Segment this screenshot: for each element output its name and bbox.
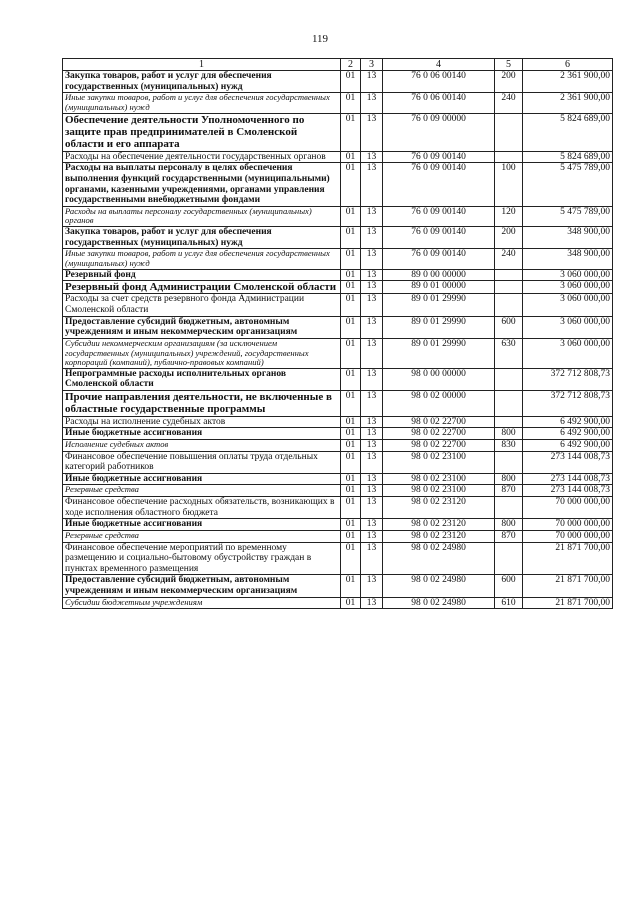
row-expense-type-cell: 830 [495, 439, 523, 451]
table-row [63, 206, 613, 226]
row-target-article-cell: 76 0 09 00140 [383, 151, 495, 163]
row-name-cell: Резервный фонд Администрации Смоленской области [63, 281, 341, 294]
row-section-cell: 01 [341, 391, 361, 417]
table-row [63, 428, 613, 440]
row-amount-cell: 372 712 808,73 [523, 391, 613, 417]
row-name-cell: Иные бюджетные ассигнования [63, 519, 341, 531]
row-name-cell: Расходы на исполнение судебных актов [63, 416, 341, 428]
row-target-article-cell: 98 0 02 23120 [383, 519, 495, 531]
row-name-cell: Иные закупки товаров, работ и услуг для обеспечения государственных (муниципальных) нужд [63, 93, 341, 113]
row-section-cell: 01 [341, 439, 361, 451]
row-expense-type-cell: 600 [495, 316, 523, 338]
header-col-1: 1 [63, 59, 341, 71]
row-target-article-cell: 76 0 06 00140 [383, 93, 495, 113]
row-subsection-cell: 13 [361, 338, 383, 368]
row-section-cell: 01 [341, 269, 361, 281]
row-subsection-cell: 13 [361, 163, 383, 207]
row-name-cell: Прочие направления деятельности, не включенные в областные государственные программы [63, 391, 341, 417]
row-name-cell: Иные бюджетные ассигнования [63, 428, 341, 440]
row-name-cell: Расходы на выплаты персоналу в целях обеспечения выполнения функций государственными (муниципальными) органами, казенными учреждениями, органами управления государственными внебюджетными фондами [63, 163, 341, 207]
row-target-article-cell: 89 0 01 29990 [383, 294, 495, 316]
row-target-article-cell: 89 0 01 29990 [383, 316, 495, 338]
header-col-3: 3 [361, 59, 383, 71]
row-expense-type-cell: 200 [495, 227, 523, 249]
row-expense-type-cell: 800 [495, 519, 523, 531]
table-row [63, 391, 613, 417]
row-subsection-cell: 13 [361, 113, 383, 151]
row-expense-type-cell [495, 391, 523, 417]
row-expense-type-cell: 870 [495, 485, 523, 497]
row-section-cell: 01 [341, 485, 361, 497]
row-subsection-cell: 13 [361, 519, 383, 531]
table-row [63, 316, 613, 338]
row-expense-type-cell: 200 [495, 71, 523, 93]
row-subsection-cell: 13 [361, 597, 383, 609]
row-name-cell: Расходы на выплаты персоналу государственных (муниципальных) органов [63, 206, 341, 226]
row-expense-type-cell [495, 281, 523, 294]
table-row [63, 294, 613, 316]
row-subsection-cell: 13 [361, 281, 383, 294]
table-row [63, 227, 613, 249]
row-amount-cell: 273 144 008,73 [523, 473, 613, 485]
row-target-article-cell: 76 0 09 00000 [383, 113, 495, 151]
row-amount-cell: 6 492 900,00 [523, 416, 613, 428]
row-section-cell: 01 [341, 338, 361, 368]
row-expense-type-cell: 240 [495, 93, 523, 113]
row-section-cell: 01 [341, 316, 361, 338]
row-subsection-cell: 13 [361, 71, 383, 93]
row-target-article-cell: 89 0 01 00000 [383, 281, 495, 294]
row-section-cell: 01 [341, 519, 361, 531]
row-section-cell: 01 [341, 368, 361, 390]
row-section-cell: 01 [341, 227, 361, 249]
row-target-article-cell: 76 0 09 00140 [383, 227, 495, 249]
row-target-article-cell: 98 0 02 24980 [383, 542, 495, 575]
table-row [63, 113, 613, 151]
row-amount-cell: 5 475 789,00 [523, 206, 613, 226]
row-section-cell: 01 [341, 416, 361, 428]
row-subsection-cell: 13 [361, 249, 383, 269]
row-target-article-cell: 98 0 02 23100 [383, 473, 495, 485]
header-col-2: 2 [341, 59, 361, 71]
row-subsection-cell: 13 [361, 542, 383, 575]
row-amount-cell: 2 361 900,00 [523, 71, 613, 93]
row-section-cell: 01 [341, 473, 361, 485]
row-section-cell: 01 [341, 575, 361, 597]
row-section-cell: 01 [341, 530, 361, 542]
table-row [63, 485, 613, 497]
row-section-cell: 01 [341, 249, 361, 269]
row-section-cell: 01 [341, 93, 361, 113]
row-amount-cell: 348 900,00 [523, 249, 613, 269]
row-amount-cell: 348 900,00 [523, 227, 613, 249]
page-number: 119 [311, 33, 329, 45]
table-row [63, 416, 613, 428]
row-name-cell: Резервные средства [63, 530, 341, 542]
row-expense-type-cell [495, 368, 523, 390]
row-name-cell: Финансовое обеспечение расходных обязательств, возникающих в ходе исполнения областного бюджета [63, 497, 341, 519]
row-amount-cell: 70 000 000,00 [523, 497, 613, 519]
table-row [63, 473, 613, 485]
table-row [63, 93, 613, 113]
row-target-article-cell: 98 0 02 22700 [383, 428, 495, 440]
row-target-article-cell: 98 0 00 00000 [383, 368, 495, 390]
row-expense-type-cell [495, 497, 523, 519]
row-target-article-cell: 98 0 02 23120 [383, 497, 495, 519]
row-name-cell: Иные закупки товаров, работ и услуг для обеспечения государственных (муниципальных) нужд [63, 249, 341, 269]
row-name-cell: Субсидии бюджетным учреждениям [63, 597, 341, 609]
row-target-article-cell: 76 0 09 00140 [383, 249, 495, 269]
row-subsection-cell: 13 [361, 416, 383, 428]
row-expense-type-cell [495, 113, 523, 151]
row-name-cell: Резервные средства [63, 485, 341, 497]
row-subsection-cell: 13 [361, 294, 383, 316]
row-section-cell: 01 [341, 597, 361, 609]
row-target-article-cell: 98 0 02 23100 [383, 485, 495, 497]
row-target-article-cell: 89 0 00 00000 [383, 269, 495, 281]
row-amount-cell: 3 060 000,00 [523, 269, 613, 281]
row-subsection-cell: 13 [361, 473, 383, 485]
row-subsection-cell: 13 [361, 93, 383, 113]
table-row [63, 597, 613, 609]
header-col-6: 6 [523, 59, 613, 71]
row-subsection-cell: 13 [361, 206, 383, 226]
row-amount-cell: 21 871 700,00 [523, 597, 613, 609]
row-expense-type-cell: 630 [495, 338, 523, 368]
row-amount-cell: 3 060 000,00 [523, 316, 613, 338]
table-row [63, 249, 613, 269]
header-col-4: 4 [383, 59, 495, 71]
table-row [63, 71, 613, 93]
row-amount-cell: 6 492 900,00 [523, 439, 613, 451]
row-expense-type-cell [495, 151, 523, 163]
row-expense-type-cell [495, 542, 523, 575]
row-subsection-cell: 13 [361, 227, 383, 249]
table-row [63, 338, 613, 368]
row-target-article-cell: 98 0 02 22700 [383, 439, 495, 451]
row-amount-cell: 5 475 789,00 [523, 163, 613, 207]
row-target-article-cell: 98 0 02 24980 [383, 597, 495, 609]
row-expense-type-cell [495, 416, 523, 428]
row-section-cell: 01 [341, 294, 361, 316]
row-subsection-cell: 13 [361, 530, 383, 542]
row-expense-type-cell: 800 [495, 428, 523, 440]
row-amount-cell: 273 144 008,73 [523, 485, 613, 497]
row-section-cell: 01 [341, 497, 361, 519]
row-section-cell: 01 [341, 451, 361, 473]
row-name-cell: Финансовое обеспечение повышения оплаты труда отдельных категорий работников [63, 451, 341, 473]
table-row [63, 497, 613, 519]
header-col-5: 5 [495, 59, 523, 71]
row-amount-cell: 273 144 008,73 [523, 451, 613, 473]
row-amount-cell: 21 871 700,00 [523, 542, 613, 575]
row-section-cell: 01 [341, 151, 361, 163]
table-row [63, 163, 613, 207]
table-row [63, 530, 613, 542]
table-row [63, 368, 613, 390]
row-amount-cell: 6 492 900,00 [523, 428, 613, 440]
row-amount-cell: 70 000 000,00 [523, 519, 613, 531]
row-name-cell: Закупка товаров, работ и услуг для обеспечения государственных (муниципальных) нужд [63, 71, 341, 93]
row-name-cell: Закупка товаров, работ и услуг для обеспечения государственных (муниципальных) нужд [63, 227, 341, 249]
row-amount-cell: 2 361 900,00 [523, 93, 613, 113]
row-expense-type-cell [495, 451, 523, 473]
budget-table [62, 58, 613, 609]
row-target-article-cell: 89 0 01 29990 [383, 338, 495, 368]
row-name-cell: Предоставление субсидий бюджетным, автономным учреждениям и иным некоммерческим организациям [63, 316, 341, 338]
row-name-cell: Финансовое обеспечение мероприятий по временному размещению и социально-бытовому обустройству граждан в пунктах временного размещения [63, 542, 341, 575]
row-target-article-cell: 98 0 02 22700 [383, 416, 495, 428]
row-subsection-cell: 13 [361, 368, 383, 390]
table-row [63, 281, 613, 294]
table-body [63, 71, 613, 609]
row-section-cell: 01 [341, 163, 361, 207]
row-section-cell: 01 [341, 542, 361, 575]
row-target-article-cell: 98 0 02 23100 [383, 451, 495, 473]
row-name-cell: Обеспечение деятельности Уполномоченного по защите прав предпринимателей в Смоленской области и его аппарата [63, 113, 341, 151]
row-name-cell: Расходы за счет средств резервного фонда Администрации Смоленской области [63, 294, 341, 316]
table-row [63, 439, 613, 451]
row-subsection-cell: 13 [361, 451, 383, 473]
table-row [63, 575, 613, 597]
row-section-cell: 01 [341, 281, 361, 294]
row-name-cell: Резервный фонд [63, 269, 341, 281]
row-expense-type-cell [495, 269, 523, 281]
row-target-article-cell: 76 0 06 00140 [383, 71, 495, 93]
row-name-cell: Расходы на обеспечение деятельности государственных органов [63, 151, 341, 163]
row-expense-type-cell: 800 [495, 473, 523, 485]
row-subsection-cell: 13 [361, 391, 383, 417]
table-row [63, 451, 613, 473]
row-target-article-cell: 98 0 02 00000 [383, 391, 495, 417]
row-amount-cell: 21 871 700,00 [523, 575, 613, 597]
table-row [63, 269, 613, 281]
row-subsection-cell: 13 [361, 316, 383, 338]
row-target-article-cell: 98 0 02 23120 [383, 530, 495, 542]
row-amount-cell: 3 060 000,00 [523, 294, 613, 316]
row-name-cell: Непрограммные расходы исполнительных органов Смоленской области [63, 368, 341, 390]
row-subsection-cell: 13 [361, 497, 383, 519]
row-expense-type-cell [495, 294, 523, 316]
table-row [63, 151, 613, 163]
row-amount-cell: 70 000 000,00 [523, 530, 613, 542]
row-expense-type-cell: 100 [495, 163, 523, 207]
row-target-article-cell: 76 0 09 00140 [383, 163, 495, 207]
row-expense-type-cell: 600 [495, 575, 523, 597]
row-subsection-cell: 13 [361, 151, 383, 163]
row-subsection-cell: 13 [361, 439, 383, 451]
row-name-cell: Исполнение судебных актов [63, 439, 341, 451]
row-section-cell: 01 [341, 206, 361, 226]
row-section-cell: 01 [341, 113, 361, 151]
row-amount-cell: 5 824 689,00 [523, 113, 613, 151]
row-section-cell: 01 [341, 71, 361, 93]
row-amount-cell: 3 060 000,00 [523, 338, 613, 368]
row-expense-type-cell: 120 [495, 206, 523, 226]
row-subsection-cell: 13 [361, 428, 383, 440]
row-subsection-cell: 13 [361, 485, 383, 497]
row-expense-type-cell: 610 [495, 597, 523, 609]
row-subsection-cell: 13 [361, 575, 383, 597]
table-row [63, 542, 613, 575]
row-target-article-cell: 76 0 09 00140 [383, 206, 495, 226]
row-name-cell: Иные бюджетные ассигнования [63, 473, 341, 485]
table-row [63, 519, 613, 531]
row-name-cell: Субсидии некоммерческим организациям (за исключением государственных (муниципальных) учреждений, государственных корпораций (компаний), публично-правовых компаний) [63, 338, 341, 368]
row-amount-cell: 3 060 000,00 [523, 281, 613, 294]
row-amount-cell: 372 712 808,73 [523, 368, 613, 390]
row-expense-type-cell: 240 [495, 249, 523, 269]
row-amount-cell: 5 824 689,00 [523, 151, 613, 163]
row-section-cell: 01 [341, 428, 361, 440]
row-expense-type-cell: 870 [495, 530, 523, 542]
row-subsection-cell: 13 [361, 269, 383, 281]
table-header-row [63, 59, 613, 71]
row-name-cell: Предоставление субсидий бюджетным, автономным учреждениям и иным некоммерческим организациям [63, 575, 341, 597]
row-target-article-cell: 98 0 02 24980 [383, 575, 495, 597]
